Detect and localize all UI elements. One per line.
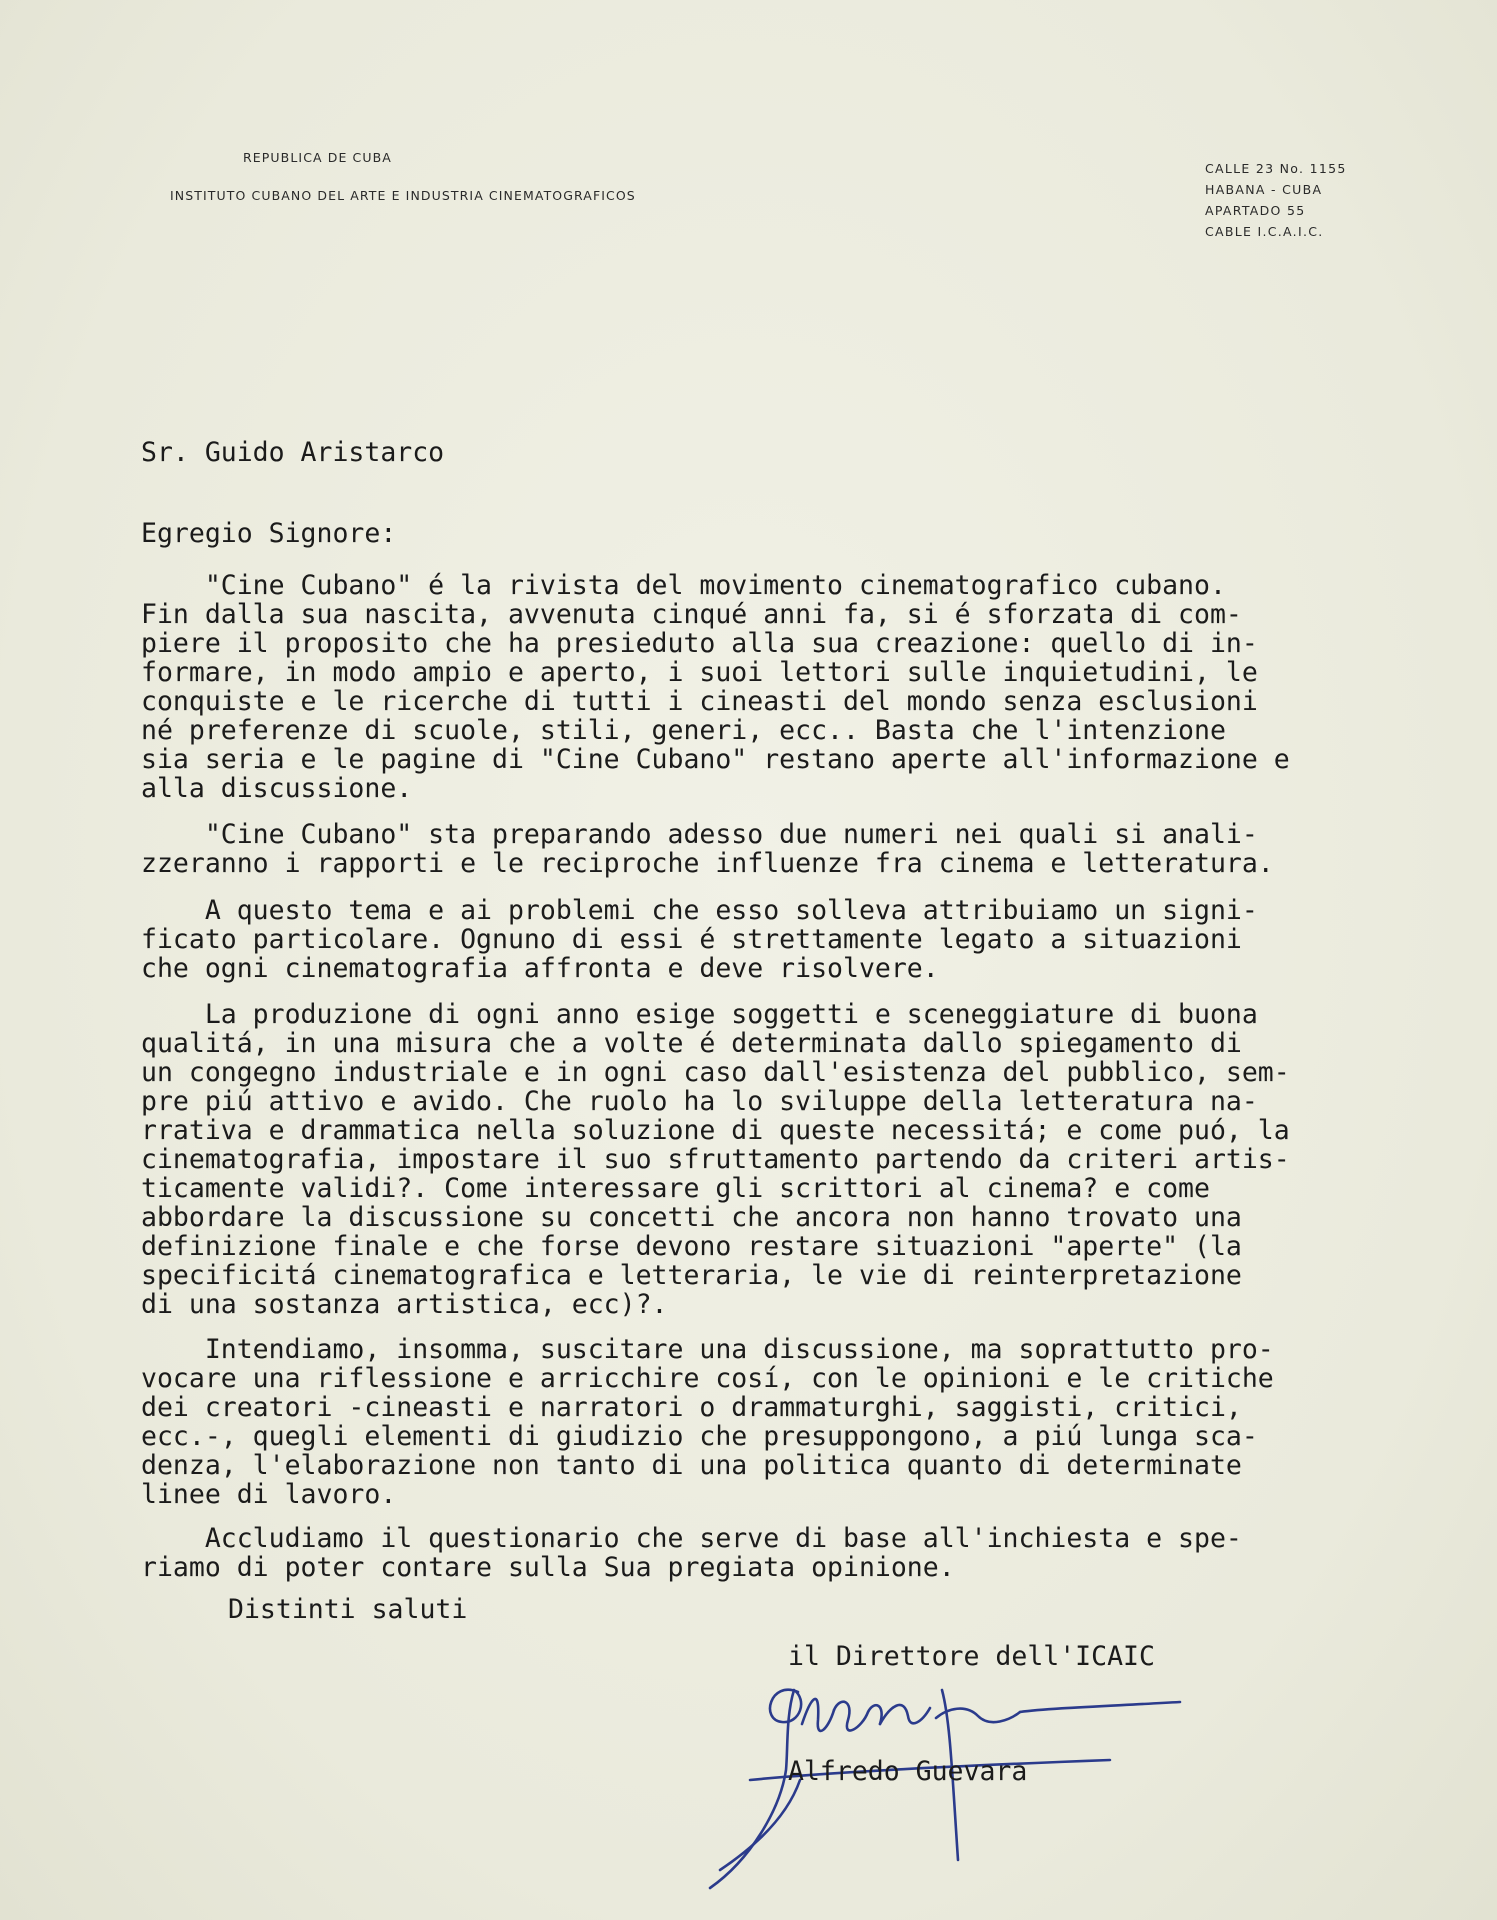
body-line: A questo tema e ai problemi che esso solleva attribuiamo un signi- bbox=[141, 895, 1258, 926]
body-line: "Cine Cubano" sta preparando adesso due numeri nei quali si anali- bbox=[141, 819, 1258, 850]
body-line: La produzione di ogni anno esige soggetti e sceneggiature di buona bbox=[141, 999, 1258, 1030]
address-line: CALLE 23 No. 1155 bbox=[1205, 161, 1347, 176]
body-line: né preferenze di scuole, stili, generi, ecc.. Basta che l'intenzione bbox=[141, 715, 1226, 746]
body-line: formare, in modo ampio e aperto, i suoi lettori sulle inquietudini, le bbox=[141, 657, 1258, 688]
body-line: alla discussione. bbox=[141, 773, 413, 804]
body-line: abbordare la discussione su concetti che ancora non hanno trovato una bbox=[141, 1202, 1242, 1233]
address-line: CABLE I.C.A.I.C. bbox=[1205, 224, 1324, 239]
body-line: Fin dalla sua nascita, avvenuta cinqué anni fa, si é sforzata di com- bbox=[141, 599, 1242, 630]
letter-closing: Distinti saluti bbox=[228, 1594, 468, 1625]
letterhead-institute: INSTITUTO CUBANO DEL ARTE E INDUSTRIA CINEMATOGRAFICOS bbox=[170, 188, 636, 203]
body-line: zzeranno i rapporti e le reciproche influenze fra cinema e letteratura. bbox=[141, 848, 1274, 879]
signatory-name: Alfredo Guevara bbox=[788, 1756, 1028, 1787]
body-line: che ogni cinematografia affronta e deve risolvere. bbox=[141, 953, 939, 984]
letter-salutation: Egregio Signore: bbox=[141, 518, 397, 549]
letterhead-address bbox=[1205, 158, 1347, 242]
body-line: vocare una riflessione e arricchire cosí, con le opinioni e le critiche bbox=[141, 1363, 1274, 1394]
letterhead-country: REPUBLICA DE CUBA bbox=[243, 150, 392, 165]
body-line: dei creatori -cineasti e narratori o drammaturghi, saggisti, critici, bbox=[141, 1392, 1242, 1423]
body-line: "Cine Cubano" é la rivista del movimento cinematografico cubano. bbox=[141, 570, 1226, 601]
body-line: di una sostanza artistica, ecc)?. bbox=[141, 1289, 668, 1320]
address-line: APARTADO 55 bbox=[1205, 203, 1306, 218]
body-line: rrativa e drammatica nella soluzione di queste necessitá; e come puó, la bbox=[141, 1115, 1290, 1146]
body-line: pre piú attivo e avido. Che ruolo ha lo sviluppe della letteratura na- bbox=[141, 1086, 1258, 1117]
body-line: riamo di poter contare sulla Sua pregiata opinione. bbox=[141, 1552, 955, 1583]
body-line: specificitá cinematografica e letteraria, le vie di reinterpretazione bbox=[141, 1260, 1242, 1291]
body-line: definizione finale e che forse devono restare situazioni "aperte" (la bbox=[141, 1231, 1242, 1262]
body-line: linee di lavoro. bbox=[141, 1479, 397, 1510]
body-line: qualitá, in una misura che a volte é determinata dallo spiegamento di bbox=[141, 1028, 1242, 1059]
body-line: sia seria e le pagine di "Cine Cubano" restano aperte all'informazione e bbox=[141, 744, 1290, 775]
body-line: ficato particolare. Ognuno di essi é strettamente legato a situazioni bbox=[141, 924, 1242, 955]
body-line: conquiste e le ricerche di tutti i cineasti del mondo senza esclusioni bbox=[141, 686, 1258, 717]
body-line: Intendiamo, insomma, suscitare una discussione, ma soprattutto pro- bbox=[141, 1334, 1274, 1365]
body-line: Accludiamo il questionario che serve di base all'inchiesta e spe- bbox=[141, 1523, 1242, 1554]
letter-recipient: Sr. Guido Aristarco bbox=[141, 437, 445, 468]
body-line: cinematografia, impostare il suo sfruttamento partendo da criteri artis- bbox=[141, 1144, 1290, 1175]
body-line: ecc.-, quegli elementi di giudizio che presuppongono, a piú lunga sca- bbox=[141, 1421, 1258, 1452]
body-line: un congegno industriale e in ogni caso dall'esistenza del pubblico, sem- bbox=[141, 1057, 1290, 1088]
body-line: ticamente validi?. Come interessare gli scrittori al cinema? e come bbox=[141, 1173, 1210, 1204]
body-line: denza, l'elaborazione non tanto di una politica quanto di determinate bbox=[141, 1450, 1242, 1481]
address-line: HABANA - CUBA bbox=[1205, 182, 1323, 197]
body-line: piere il proposito che ha presieduto alla sua creazione: quello di in- bbox=[141, 628, 1258, 659]
signatory-title: il Direttore dell'ICAIC bbox=[788, 1641, 1155, 1672]
